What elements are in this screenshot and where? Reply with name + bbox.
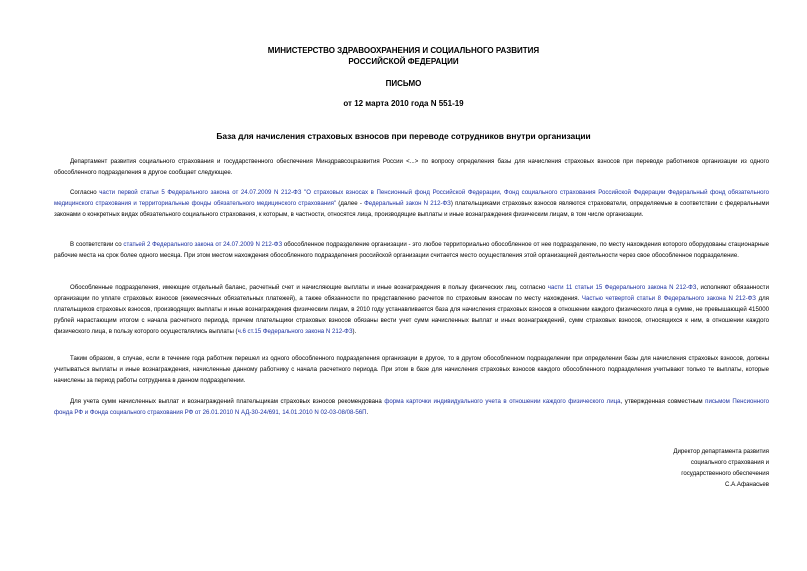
document-type: ПИСЬМО bbox=[385, 79, 422, 88]
paragraph-2-text: ) плательщиками страховых взносов являются страхователи, определяемые в соответствии с федеральными законами о конкретных видах обязательного социального страхования, к которым, в частности, относятся лица, производящие выплаты и иные вознаграждения физическим лицам, в том числе организации. bbox=[54, 200, 769, 218]
paragraph-3 bbox=[54, 239, 769, 261]
ministry-line-1: МИНИСТЕРСТВО ЗДРАВООХРАНЕНИЯ И СОЦИАЛЬНОГО РАЗВИТИЯ bbox=[267, 46, 540, 55]
paragraph-2 bbox=[54, 187, 769, 220]
document-subject: База для начисления страховых взносов при переводе сотрудников внутри организации bbox=[216, 131, 591, 141]
paragraph-2-text: (далее - bbox=[336, 200, 365, 207]
law-212-article-8-link[interactable]: Частью четвертой статьи 8 Федерального закона N 212-ФЗ bbox=[581, 295, 756, 302]
signature-position-line-3: государственного обеспечения bbox=[681, 470, 769, 477]
paragraph-4-text: Обособленные подразделения, имеющие отдельный баланс, расчетный счет и начисляющие выплаты и иные вознаграждения в пользу физических лиц, согласно bbox=[70, 284, 548, 291]
paragraph-2-text: Согласно bbox=[70, 189, 100, 196]
paragraph-6-text: . bbox=[366, 409, 369, 416]
signature-name: С.А.Афанасьев bbox=[725, 481, 769, 488]
paragraph-1-text: Департамент развития социального страхования и государственного обеспечения Минздравсоцразвития России <...> по вопросу определения базы для начисления страховых взносов при переводе работников организации из одного обособленного подразделения в другое сообщает следующее. bbox=[54, 158, 769, 176]
paragraph-4-text: ). bbox=[352, 328, 357, 335]
signature-block bbox=[599, 446, 769, 490]
joint-letter-pfr-fss-link[interactable]: письмом Пенсионного фонда РФ и Фонда социального страхования РФ от 26.01.2010 N АД-30-24/691, 14.01.2010 N 02-03-08/08-56П bbox=[54, 398, 769, 416]
law-212-article-15-part-6-link[interactable]: ч.6 ст.15 Федерального закона N 212-ФЗ bbox=[237, 328, 353, 335]
document-date-number: от 12 марта 2010 года N 551-19 bbox=[343, 99, 464, 108]
paragraph-6-text: , утвержденная совместным bbox=[620, 398, 706, 405]
paragraph-6 bbox=[54, 396, 769, 418]
paragraph-4-text: для плательщиков страховых взносов, производящих выплаты и иные вознаграждения физическим лицам, в 2010 году устанавливается база для начисления страховых взносов в отношении каждого физического лица в сумме, не превышающей 415000 рублей нарастающим итогом с начала расчетного периода, причем плательщики страховых взносов обязаны вести учет сумм начисленных выплат и иных вознаграждений, сумм страховых взносов, относящихся к ним, в отношении каждого физического лица, в пользу которого осуществлялись выплаты ( bbox=[54, 295, 769, 335]
paragraph-3-text: В соответствии со bbox=[70, 241, 124, 248]
paragraph-4 bbox=[54, 282, 769, 337]
signature-position-line-1: Директор департамента развития bbox=[673, 448, 769, 455]
law-212-article-2-link[interactable]: статьей 2 Федерального закона от 24.07.2009 N 212-ФЗ bbox=[123, 241, 283, 248]
paragraph-3-text: обособленное подразделение организации - это любое территориально обособленное от нее подразделение, по месту нахождения которого оборудованы стационарные рабочие места на срок более одного месяца. При этом местом нахождения обособленного подразделения российской организации считается место осуществления этой организацией деятельности через свое обособленное подразделение. bbox=[54, 241, 769, 259]
paragraph-1 bbox=[54, 156, 769, 178]
ministry-line-2: РОССИЙСКОЙ ФЕДЕРАЦИИ bbox=[348, 57, 459, 66]
law-212-article-15-part-11-link[interactable]: части 11 статьи 15 Федерального закона N 212-ФЗ bbox=[547, 284, 697, 291]
paragraph-4-text: , исполняют обязанности организации по уплате страховых взносов (ежемесячных обязательных платежей), а также обязанности по представлению расчетов по страховым взносам по месту нахождения. bbox=[54, 284, 769, 302]
law-212-link[interactable]: Федеральный закон N 212-ФЗ bbox=[364, 200, 451, 207]
individual-record-card-form-link[interactable]: форма карточки индивидуального учета в отношении каждого физического лица bbox=[384, 398, 621, 405]
paragraph-5-text: Таким образом, в случае, если в течение года работник перешел из одного обособленного подразделения организации в другое, то в другом обособленном подразделении при определении базы для начисления страховых взносов, должны учитываться выплаты и иные вознаграждения, начисленные данному работнику с начала расчетного периода. При этом в базе для начисления страховых взносов каждого обособленного подразделения учитывают только те выплаты, которые начислены за период работы сотрудника в данном подразделении. bbox=[54, 355, 769, 384]
law-212-article-5-link[interactable]: части первой статьи 5 Федерального закона от 24.07.2009 N 212-ФЗ "О страховых взносах в Пенсионный фонд Российской Федерации, Фонд социального страхования Российской Федерации Федеральный фонд обязательного медицинского страхования и территориальные фонды обязательного медицинского страхования" bbox=[54, 189, 769, 207]
paragraph-5 bbox=[54, 353, 769, 386]
paragraph-6-text: Для учета сумм начисленных выплат и вознаграждений плательщикам страховых взносов рекомендована bbox=[70, 398, 385, 405]
signature-position-line-2: социального страхования и bbox=[690, 459, 769, 466]
